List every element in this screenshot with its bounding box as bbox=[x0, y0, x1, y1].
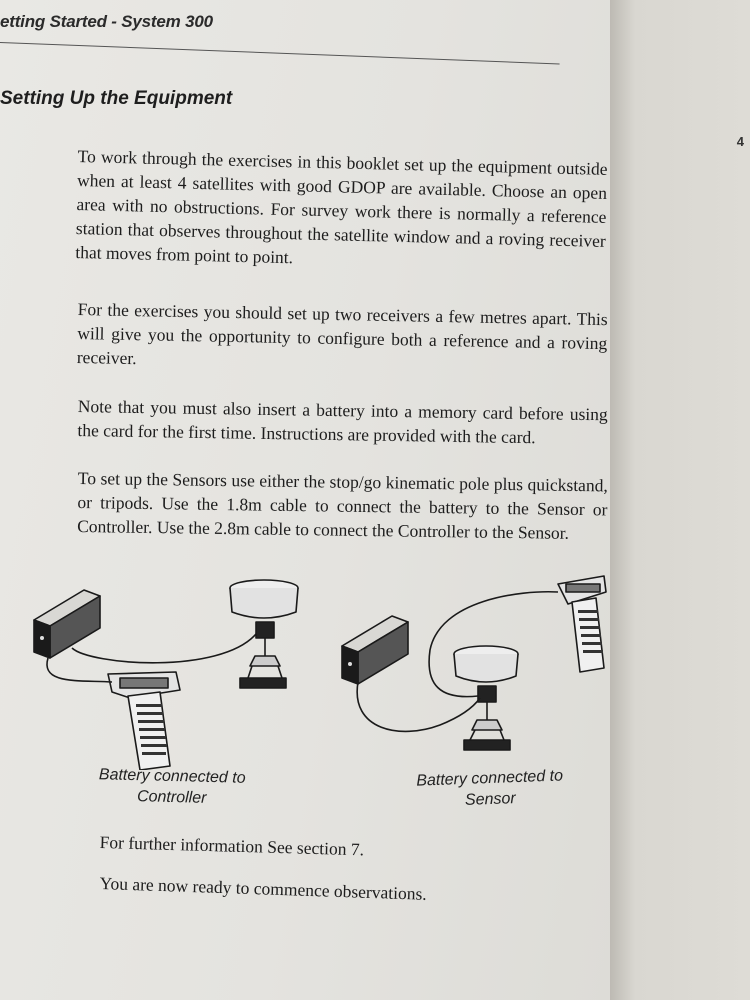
cable-controller-sensor bbox=[72, 634, 256, 663]
paragraph-2: For the exercises you should set up two receivers a few metres apart. This will give you the opportunity to configure both a reference and a roving receiver. bbox=[76, 298, 608, 369]
paragraph-3: Note that you must also insert a battery into a memory card before using the card for the first time. Instructions are provided with the card. bbox=[77, 395, 608, 448]
controller-icon-2 bbox=[558, 576, 606, 672]
sensor-icon bbox=[230, 580, 298, 688]
battery-icon-2 bbox=[342, 616, 408, 684]
ready-line: You are now ready to commence observations. bbox=[99, 873, 428, 904]
battery-icon bbox=[34, 590, 100, 658]
further-info-line: For further information See section 7. bbox=[99, 832, 365, 860]
cable-battery-sensor bbox=[357, 682, 480, 731]
controller-icon bbox=[108, 672, 180, 770]
paragraph-4: To set up the Sensors use either the stop/go kinematic pole plus quickstand, or tripods. Use the 1.8m cable to connect the battery to the Sensor or Controller. Use the 2.8m cable to connect the Controller to the Sensor. bbox=[77, 467, 608, 543]
sensor-icon-2 bbox=[454, 646, 518, 750]
next-page-edge bbox=[610, 0, 750, 1000]
paragraph-1: To work through the exercises in this booklet set up the equipment outside when at least 4 satellites with good GDOP are available. Choose an open area with no obstructions. For survey work there is normally a reference station that observes throughout the satellite window and a roving receiver that moves from point to point. bbox=[75, 145, 608, 268]
running-header-title: etting Started - System 300 bbox=[0, 12, 213, 31]
page-number: 4 bbox=[736, 134, 744, 149]
section-title: Setting Up the Equipment bbox=[0, 88, 233, 109]
caption-battery-sensor: Battery connected to Sensor bbox=[415, 767, 564, 809]
cable-battery-controller bbox=[47, 658, 112, 682]
header-rule bbox=[0, 42, 560, 64]
caption-battery-controller: Battery connected to Controller bbox=[98, 766, 246, 807]
equipment-diagram bbox=[20, 570, 610, 770]
